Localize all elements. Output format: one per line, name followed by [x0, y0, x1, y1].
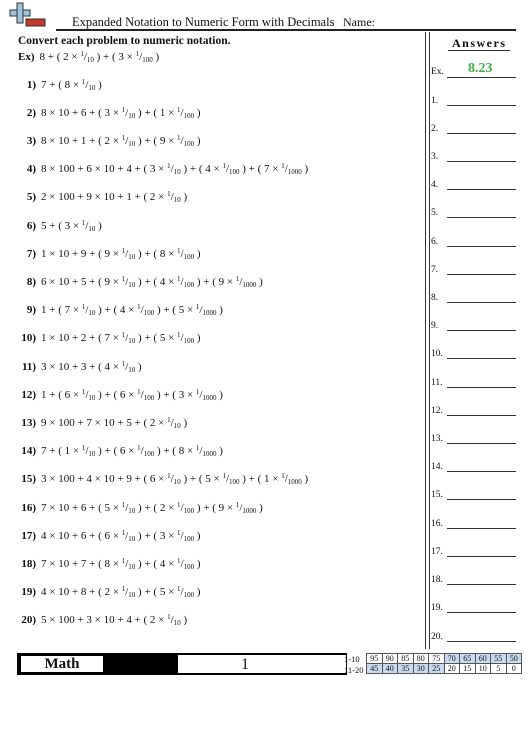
worksheet-title: Expanded Notation to Numeric Form with Decimals [72, 15, 335, 29]
problem-number: 19) [21, 586, 36, 598]
problem-expression: 7 + ( $8 \times ^1/_{10}$ ) [41, 78, 102, 92]
score-cell: 15 [460, 664, 476, 674]
score-cell: 45 [367, 664, 383, 674]
answer-line [447, 358, 516, 359]
answer-label: 3. [431, 152, 439, 162]
answer-label: 7. [431, 265, 439, 275]
problem-number: 5) [26, 191, 36, 203]
answer-label: 4. [431, 180, 439, 190]
score-cell: 40 [382, 664, 398, 674]
answer-label: 13. [431, 434, 443, 444]
problem-number: 7) [26, 248, 36, 260]
answer-line [447, 499, 516, 500]
problem-expression: 1 + ( $6 \times ^1/_{10}$ ) + ( $6 \times ^1/_{100}$ ) + ( $3 \times ^1/_{1000}$ ) [41, 388, 223, 402]
problem-5 [18, 188, 187, 206]
problem-18 [18, 555, 201, 573]
page-number-box [178, 655, 346, 673]
problem-number: 14) [21, 445, 36, 457]
example-answer: 8.23 [468, 61, 493, 76]
answer-label: 11. [431, 378, 443, 388]
answer-label: 1. [431, 96, 439, 106]
problem-expression: 4 × 10 + 6 + ( $6 \times ^1/_{10}$ ) + ( $3 \times ^1/_{100}$ ) [41, 529, 201, 543]
score-cell: 10 [475, 664, 491, 674]
answer-line [447, 612, 516, 613]
problem-7 [18, 245, 201, 263]
problem-expression: 5 + ( $3 \times ^1/_{10}$ ) [41, 219, 102, 233]
problem-number: 2) [26, 107, 36, 119]
problem-number: 17) [21, 530, 36, 542]
problem-expression: 8 × 100 + 6 × 10 + 4 + ( $3 \times ^1/_{10}$ ) + ( $4 \times ^1/_{100}$ ) + ( $7 \times ^1/_{1000}$ ) [41, 162, 309, 176]
problem-expression: 1 + ( $7 \times ^1/_{10}$ ) + ( $4 \times ^1/_{100}$ ) + ( $5 \times ^1/_{1000}$ ) [41, 303, 223, 317]
score-cell: 70 [444, 654, 460, 664]
problem-number: 6) [26, 220, 36, 232]
score-cell: 65 [460, 654, 476, 664]
answer-label: 16. [431, 519, 443, 529]
score-cell: 25 [429, 664, 445, 674]
problem-8 [18, 273, 263, 291]
answer-label: 12. [431, 406, 443, 416]
problem-19 [18, 583, 201, 601]
problem-number: 13) [21, 417, 36, 429]
problem-number: 4) [26, 163, 36, 175]
answer-label: 17. [431, 547, 443, 557]
answer-line [447, 77, 516, 78]
problem-number: 11) [21, 361, 36, 373]
example-label: Ex) [18, 51, 35, 63]
problem-6 [18, 217, 102, 235]
problem-expression: 8 + ( $2 \times ^1/_{10}$ ) + ( $3 \times ^1/_{100}$ ) [39, 50, 160, 64]
answer-label: 5. [431, 208, 439, 218]
score-row [367, 664, 522, 674]
answer-label: 10. [431, 349, 443, 359]
problem-number: 18) [21, 558, 36, 570]
name-label: Name: [343, 15, 375, 29]
problem-number: 8) [26, 276, 36, 288]
score-table [366, 653, 522, 674]
page-number: 1 [241, 656, 249, 673]
problem-17 [18, 527, 201, 545]
problem-15 [18, 470, 308, 488]
problem-expression: 5 × 100 + 3 × 10 + 4 + ( $2 \times ^1/_{10}$ ) [41, 613, 188, 627]
score-cell: 85 [398, 654, 414, 664]
answer-label: 18. [431, 575, 443, 585]
problem-expression: 7 × 10 + 6 + ( $5 \times ^1/_{10}$ ) + ( $2 \times ^1/_{100}$ ) + ( $9 \times ^1/_{1000}$ ) [41, 501, 263, 515]
score-cell: 60 [475, 654, 491, 664]
problem-number: 12) [21, 389, 36, 401]
problem-number: 1) [26, 79, 36, 91]
problem-12 [18, 386, 223, 404]
answer-line [447, 415, 516, 416]
problem-expression: 8 × 10 + 1 + ( $2 \times ^1/_{10}$ ) + ( $9 \times ^1/_{100}$ ) [41, 134, 201, 148]
answer-line [447, 133, 516, 134]
score-cell: 80 [413, 654, 429, 664]
score-cell: 55 [491, 654, 507, 664]
answer-label: 19. [431, 603, 443, 613]
header-divider [56, 29, 516, 31]
problem-expression: 1 × 10 + 9 + ( $9 \times ^1/_{10}$ ) + ( $8 \times ^1/_{100}$ ) [41, 247, 201, 261]
problem-14 [18, 442, 223, 460]
answer-label: 14. [431, 462, 443, 472]
problem-expression: 4 × 10 + 8 + ( $2 \times ^1/_{10}$ ) + ( $5 \times ^1/_{100}$ ) [41, 585, 201, 599]
problem-number: 16) [21, 502, 36, 514]
answer-label: 20. [431, 632, 443, 642]
score-cell: 20 [444, 664, 460, 674]
answer-line [447, 246, 516, 247]
problem-expression: 3 × 100 + 4 × 10 + 9 + ( $6 \times ^1/_{10}$ ) + ( $5 \times ^1/_{100}$ ) + ( $1 \times ^1/_{1000}$ ) [41, 472, 309, 486]
answer-line [447, 161, 516, 162]
answers-divider [429, 32, 430, 649]
score-cell: 30 [413, 664, 429, 674]
problem-number: 10) [21, 332, 36, 344]
score-row [367, 654, 522, 664]
problem-expression: 7 × 10 + 7 + ( $8 \times ^1/_{10}$ ) + ( $4 \times ^1/_{100}$ ) [41, 557, 201, 571]
answer-label: 8. [431, 293, 439, 303]
example-answer-label: Ex. [431, 67, 444, 77]
problem-expression: 7 + ( $1 \times ^1/_{10}$ ) + ( $6 \times ^1/_{100}$ ) + ( $8 \times ^1/_{1000}$ ) [41, 444, 223, 458]
problem-11 [18, 358, 142, 376]
problem-13 [18, 414, 187, 432]
score-cell: 95 [367, 654, 383, 664]
answer-line [447, 217, 516, 218]
answer-line [447, 189, 516, 190]
problem-9 [18, 301, 223, 319]
answer-line [447, 302, 516, 303]
answer-line [447, 105, 516, 106]
score-cell: 75 [429, 654, 445, 664]
answer-label: 6. [431, 237, 439, 247]
instruction-text: Convert each problem to numeric notation. [18, 35, 231, 47]
score-cell: 90 [382, 654, 398, 664]
score-range-label: 1-10 [344, 654, 360, 664]
answer-line [447, 274, 516, 275]
problem-expression: 9 × 100 + 7 × 10 + 5 + ( $2 \times ^1/_{10}$ ) [41, 416, 188, 430]
problem-3 [18, 132, 201, 150]
problem-10 [18, 329, 201, 347]
score-cell: 50 [506, 654, 522, 664]
score-cell: 5 [491, 664, 507, 674]
problem-expression: 2 × 100 + 9 × 10 + 1 + ( $2 \times ^1/_{10}$ ) [41, 190, 188, 204]
answer-label: 2. [431, 124, 439, 134]
problem-expression: 8 × 10 + 6 + ( $3 \times ^1/_{10}$ ) + ( $1 \times ^1/_{100}$ ) [41, 106, 201, 120]
problem-number: 15) [21, 473, 36, 485]
answer-line [447, 556, 516, 557]
score-cell: 0 [506, 664, 522, 674]
answer-line [447, 641, 516, 642]
answer-line [447, 330, 516, 331]
score-range-label: 11-20 [344, 665, 364, 675]
example-problem [18, 48, 159, 66]
answer-line [447, 584, 516, 585]
problem-2 [18, 104, 201, 122]
answers-title-underline [448, 50, 510, 51]
answers-title: Answers [452, 36, 507, 50]
problem-1 [18, 76, 102, 94]
answer-line [447, 471, 516, 472]
problem-4 [18, 160, 308, 178]
answer-label: 15. [431, 490, 443, 500]
score-cell: 35 [398, 664, 414, 674]
problem-number: 20) [21, 614, 36, 626]
answer-line [447, 387, 516, 388]
problem-20 [18, 611, 187, 629]
problem-expression: 6 × 10 + 5 + ( $9 \times ^1/_{10}$ ) + ( $4 \times ^1/_{100}$ ) + ( $9 \times ^1/_{1000}$ ) [41, 275, 263, 289]
subject-label: Math [20, 655, 104, 673]
answer-line [447, 443, 516, 444]
problem-16 [18, 499, 263, 517]
problem-number: 9) [26, 304, 36, 316]
problem-expression: 1 × 10 + 2 + ( $7 \times ^1/_{10}$ ) + ( $5 \times ^1/_{100}$ ) [41, 331, 201, 345]
answers-divider [425, 32, 426, 649]
answer-line [447, 528, 516, 529]
answer-label: 9. [431, 321, 439, 331]
problem-number: 3) [26, 135, 36, 147]
problem-expression: 3 × 10 + 3 + ( $4 \times ^1/_{10}$ ) [41, 360, 142, 374]
plus-logo-icon [8, 2, 46, 28]
